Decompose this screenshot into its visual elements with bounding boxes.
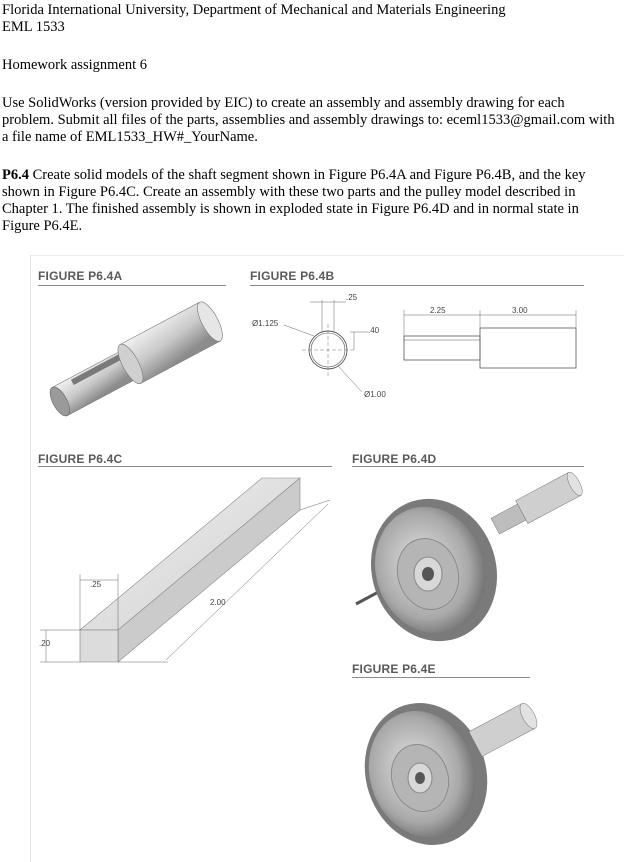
dim-key-width: .25 [346,293,358,302]
dim-key-length: 2.00 [210,598,226,607]
figure-e-rule [352,677,530,678]
assignment-title: Homework assignment 6 [2,57,147,73]
figure-a-rule [38,285,226,286]
dim-key-width-c: .25 [90,580,102,589]
figure-c-key-drawing [38,470,338,680]
figure-b-rule [250,285,584,286]
figure-b-drawing [250,288,590,408]
figure-e-assembled [352,680,552,855]
figure-d-title: FIGURE P6.4D [352,452,437,466]
figure-c-rule [38,466,332,467]
figure-a-shaft-drawing [30,288,230,438]
problem-statement [2,167,620,235]
instructions-paragraph: Use SolidWorks (version provided by EIC) to create an assembly and assembly drawing for each problem. Submit all files of the parts, assemblies and assembly drawings to: eceml1533@gmail.com with a file name of EML1533_HW#_YourName. [2,95,615,145]
problem-label: P6.4 [2,167,29,183]
figure-e-title: FIGURE P6.4E [352,662,436,676]
figure-d-exploded-assembly [352,470,592,650]
dim-flat-depth: .40 [368,326,380,335]
university-header: Florida International University, Department of Mechanical and Materials Engineering [2,2,506,18]
dim-large-length: 3.00 [512,306,528,315]
problem-text: Create solid models of the shaft segment shown in Figure P6.4A and Figure P6.4B, and the key shown in Figure P6.4C. Create an assembly with these two parts and the pulley model described in Chapter 1. The finished assembly is shown in exploded state in Figure P6.4D and in normal state in Figure P6.4E. [2,167,586,234]
figure-d-rule [352,466,584,467]
figure-b-title: FIGURE P6.4B [250,269,335,283]
figure-c-title: FIGURE P6.4C [38,452,123,466]
course-code: EML 1533 [2,19,65,35]
dim-diameter-small: Ø1.00 [364,390,386,399]
dim-small-length: 2.25 [430,306,446,315]
dim-diameter-large: Ø1.125 [252,319,279,328]
dim-key-height: .20 [39,639,51,648]
figure-a-title: FIGURE P6.4A [38,269,123,283]
